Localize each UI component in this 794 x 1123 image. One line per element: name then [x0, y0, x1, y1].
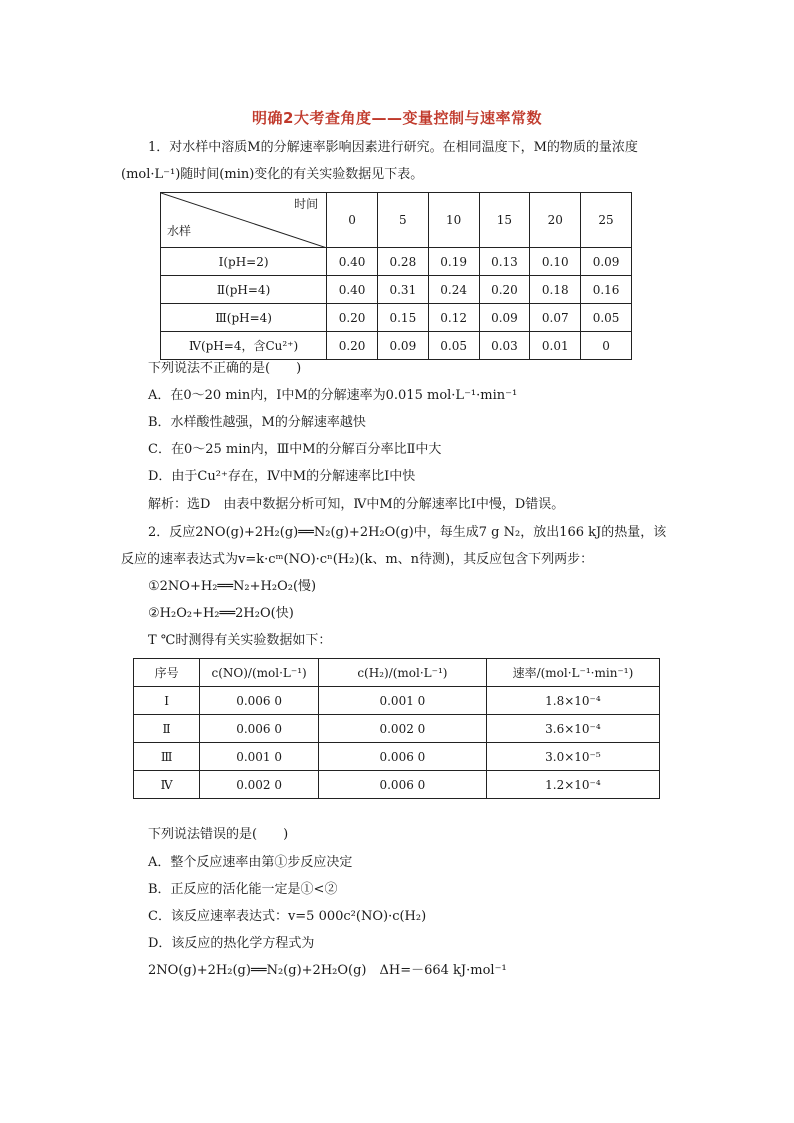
table-row [161, 304, 632, 332]
q2-cell: 1.8×10⁻⁴ [486, 687, 659, 715]
q2-cell: 3.6×10⁻⁴ [486, 715, 659, 743]
q1-option-c: C．在0～25 min内，Ⅲ中M的分解百分率比Ⅱ中大 [148, 442, 442, 457]
q1-option-b: B．水样酸性越强，M的分解速率越快 [148, 415, 366, 430]
q1-stem-line1: 1．对水样中溶质M的分解速率影响因素进行研究。在相同温度下，M的物质的量浓度 [148, 140, 638, 155]
q2-cell: 0.006 0 [318, 771, 486, 799]
q1-cell: 0.24 [428, 276, 479, 304]
q1-analysis: 解析：选D 由表中数据分析可知，Ⅳ中M的分解速率比Ⅰ中慢，D错误。 [148, 497, 565, 512]
q2-header: 序号 [134, 659, 200, 687]
table-row [134, 771, 660, 799]
q1-cell: 0.03 [479, 332, 530, 360]
q1-row-label: Ⅲ(pH=4) [161, 304, 327, 332]
q1-cell: 0.31 [377, 276, 428, 304]
q1-time-header: 5 [377, 193, 428, 248]
q1-time-header: 15 [479, 193, 530, 248]
q1-row-label: Ⅱ(pH=4) [161, 276, 327, 304]
q1-cell: 0.01 [530, 332, 581, 360]
q2-cell: 0.006 0 [200, 687, 319, 715]
q2-intro: T ℃时测得有关实验数据如下： [148, 633, 332, 648]
q2-cell: 1.2×10⁻⁴ [486, 771, 659, 799]
q1-cell: 0.18 [530, 276, 581, 304]
q1-cell: 0.28 [377, 248, 428, 276]
q1-time-header: 10 [428, 193, 479, 248]
q1-stem-line2: (mol·L⁻¹)随时间(min)变化的有关实验数据见下表。 [121, 167, 424, 182]
q2-header: c(NO)/(mol·L⁻¹) [200, 659, 319, 687]
q1-row-label: Ⅰ(pH=2) [161, 248, 327, 276]
q1-cell: 0.20 [327, 332, 378, 360]
table-row [161, 332, 632, 360]
q2-option-d: D．该反应的热化学方程式为 [148, 936, 315, 951]
q1-option-d: D．由于Cu²⁺存在，Ⅳ中M的分解速率比Ⅰ中快 [148, 469, 416, 484]
q1-cell: 0.20 [479, 276, 530, 304]
q2-stem-line2: 反应的速率表达式为v=k·cᵐ(NO)·cⁿ(H₂)(k、m、n待测)，其反应包含下列两步： [121, 552, 594, 567]
q2-cell: 0.001 0 [200, 743, 319, 771]
table-row [134, 687, 660, 715]
q1-cell: 0.05 [581, 304, 632, 332]
q1-time-header: 0 [327, 193, 378, 248]
q1-cell: 0.07 [530, 304, 581, 332]
q2-step1: ①2NO+H₂══N₂+H₂O₂(慢) [148, 579, 317, 594]
q1-cell: 0.19 [428, 248, 479, 276]
q1-table-corner-header [161, 193, 327, 248]
q2-option-b: B．正反应的活化能一定是①<② [148, 882, 338, 897]
page-title: 明确2大考查角度——变量控制与速率常数 [252, 109, 542, 127]
q1-cell: 0.15 [377, 304, 428, 332]
q1-cell: 0.05 [428, 332, 479, 360]
q1-cell: 0.10 [530, 248, 581, 276]
q1-cell: 0.16 [581, 276, 632, 304]
q2-cell: 0.002 0 [318, 715, 486, 743]
q2-step2: ②H₂O₂+H₂══2H₂O(快) [148, 606, 294, 621]
q2-cell: 0.001 0 [318, 687, 486, 715]
q1-question: 下列说法不正确的是( ) [148, 361, 302, 376]
q1-header-sample: 水样 [167, 224, 192, 238]
q2-cell: Ⅰ [134, 687, 200, 715]
q1-cell: 0.40 [327, 248, 378, 276]
q2-question: 下列说法错误的是( ) [148, 827, 289, 842]
q2-data-table [133, 658, 660, 799]
q2-cell: 3.0×10⁻⁵ [486, 743, 659, 771]
q2-header: 速率/(mol·L⁻¹·min⁻¹) [486, 659, 659, 687]
q1-option-a: A．在0～20 min内，Ⅰ中M的分解速率为0.015 mol·L⁻¹·min⁻¹ [148, 388, 518, 403]
q1-row-label: Ⅳ(pH=4，含Cu²⁺) [161, 332, 327, 360]
table-row [161, 248, 632, 276]
q2-cell: 0.006 0 [318, 743, 486, 771]
q2-cell: Ⅱ [134, 715, 200, 743]
q2-header: c(H₂)/(mol·L⁻¹) [318, 659, 486, 687]
q2-cell: Ⅲ [134, 743, 200, 771]
table-row [134, 743, 660, 771]
table-row [161, 276, 632, 304]
q2-equation: 2NO(g)+2H₂(g)══N₂(g)+2H₂O(g) ΔH=－664 kJ·mol⁻¹ [148, 963, 507, 978]
q1-cell: 0 [581, 332, 632, 360]
q1-time-header: 20 [530, 193, 581, 248]
q1-cell: 0.09 [479, 304, 530, 332]
q2-option-c: C．该反应速率表达式：v=5 000c²(NO)·c(H₂) [148, 909, 427, 924]
q2-stem-line1: 2．反应2NO(g)+2H₂(g)══N₂(g)+2H₂O(g)中，每生成7 g N₂，放出166 kJ的热量，该 [148, 525, 667, 540]
q1-cell: 0.20 [327, 304, 378, 332]
q2-cell: 0.006 0 [200, 715, 319, 743]
q2-option-a: A．整个反应速率由第①步反应决定 [148, 855, 353, 870]
q1-cell: 0.13 [479, 248, 530, 276]
q1-cell: 0.09 [581, 248, 632, 276]
q1-cell: 0.12 [428, 304, 479, 332]
q2-cell: 0.002 0 [200, 771, 319, 799]
q1-cell: 0.09 [377, 332, 428, 360]
q1-time-header: 25 [581, 193, 632, 248]
q1-data-table [160, 192, 632, 360]
q1-cell: 0.40 [327, 276, 378, 304]
table-row [134, 715, 660, 743]
q2-cell: Ⅳ [134, 771, 200, 799]
q1-header-time: 时间 [294, 197, 319, 211]
